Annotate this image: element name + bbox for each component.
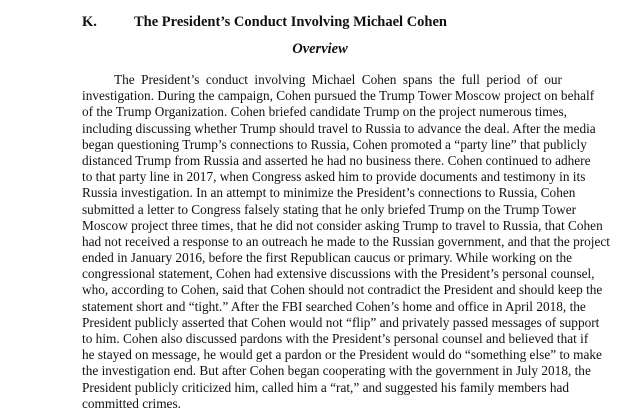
paragraph-line: to that party line in 2017, when Congress asked him to provide documents and testimony in its [82,169,586,185]
paragraph-line: of the Trump Organization. Cohen briefed candidate Trump on the project numerous times, [82,104,568,120]
paragraph-line: The President’s conduct involving Michael Cohen spans the full period of our [114,72,562,87]
paragraph-line: Russia investigation. In an attempt to minimize the President’s connections to Russia, Cohen [82,185,576,201]
paragraph-line: had not received a response to an outreach he made to the Russian government, and that the project [82,233,610,249]
paragraph-line: submitted a letter to Congress falsely stating that he only briefed Trump on the Trump Tower [82,201,577,217]
paragraph-line: committed crimes. [82,395,181,411]
paragraph-line: who, according to Cohen, said that Cohen should not contradict the President and should keep the [82,282,603,298]
paragraph-line: ended in January 2016, before the first Republican caucus or primary. While working on the [82,250,572,266]
paragraph-line: Moscow project three times, that he did not consider asking Trump to travel to Russia, that Cohen [82,217,603,233]
section-subtitle: Overview [292,41,348,57]
section-heading [82,13,447,31]
paragraph-line: distanced Trump from Russia and asserted he had no business there. Cohen continued to adhere [82,152,591,168]
paragraph-line: statement short and “tight.” After the FBI searched Cohen’s home and office in April 2018, the [82,298,586,314]
paragraph-line: President publicly asserted that Cohen would not “flip” and privately passed messages of support [82,314,600,330]
paragraph-line: to him. Cohen also discussed pardons with the President’s personal counsel and believed that if [82,331,589,346]
paragraph-line: the investigation end. But after Cohen began cooperating with the government in July 2018, the [82,363,591,379]
overview-paragraph [82,72,610,412]
paragraph-line: congressional statement, Cohen had extensive discussions with the President’s personal counsel, [82,266,595,282]
paragraph-line: began questioning Trump’s connections to Russia, Cohen promoted a “party line” that publicly [82,136,587,152]
section-title: The President’s Conduct Involving Michael Cohen [134,14,447,30]
section-letter: K. [82,14,97,30]
paragraph-line: investigation. During the campaign, Cohen pursued the Trump Tower Moscow project on behalf [82,88,595,104]
paragraph-line: President publicly criticized him, called him a “rat,” and suggested his family members had [82,379,570,395]
paragraph-line: including discussing whether Trump should travel to Russia to advance the deal. After the media [82,120,596,136]
paragraph-line: he stayed on message, he would get a pardon or the President would do “something else” to make [82,347,602,363]
